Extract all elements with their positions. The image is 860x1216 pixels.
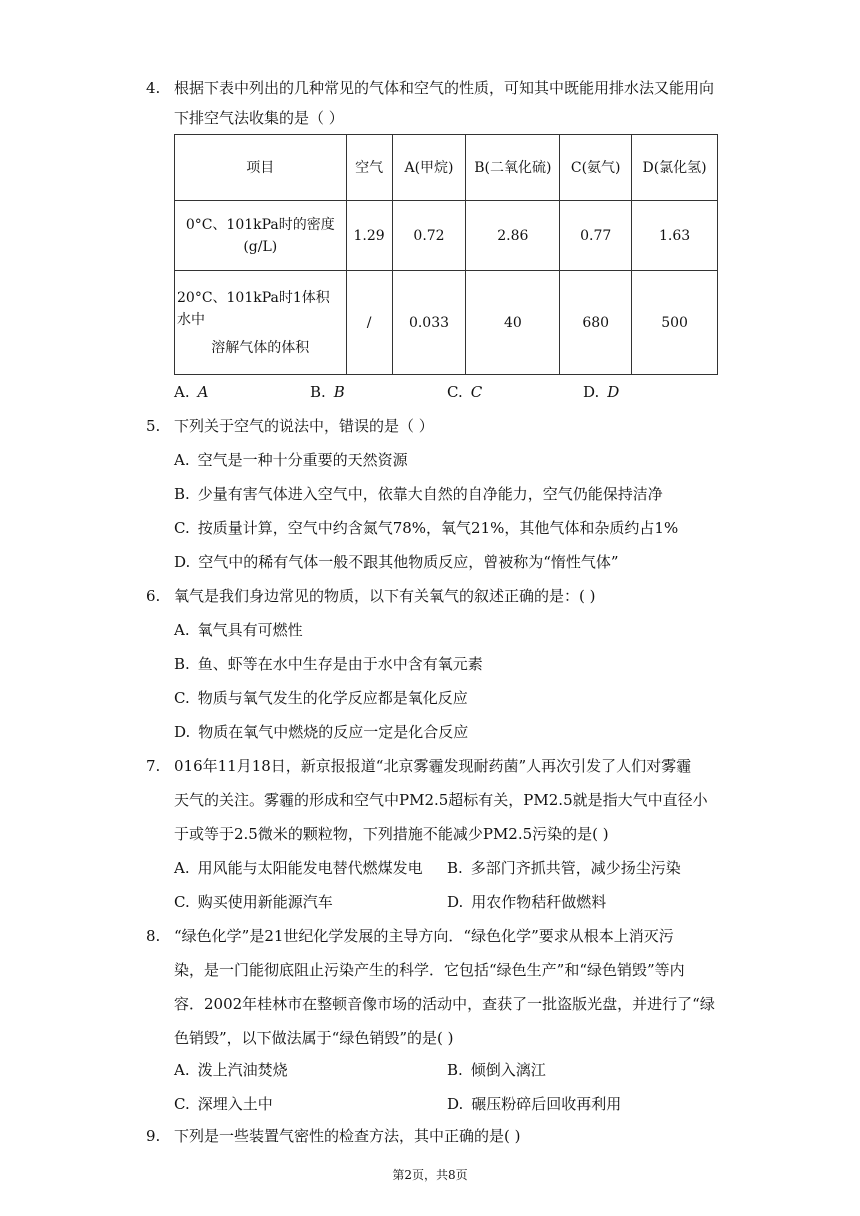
option-text: 物质在氧气中燃烧的反应一定是化合反应 bbox=[198, 723, 469, 741]
option-text: 深埋入土中 bbox=[197, 1095, 273, 1113]
option-text: 用风能与太阳能发电替代燃煤发电 bbox=[197, 859, 423, 877]
table-cell: 0.72 bbox=[392, 201, 466, 271]
q7-option-a[interactable] bbox=[174, 858, 423, 878]
q7-stem-line1: 016年11月18日，新京报报道“北京雾霾发现耐药菌”人再次引发了人们对雾霾 bbox=[174, 757, 692, 775]
option-text: A bbox=[197, 383, 209, 401]
table-cell: 40 bbox=[466, 271, 560, 375]
header-cell: 空气 bbox=[346, 135, 392, 201]
q6-stem: 氧气是我们身边常见的物质，以下有关氧气的叙述正确的是：( ) bbox=[174, 587, 596, 605]
question-number-7: 7. bbox=[146, 757, 161, 775]
header-cell: D(氯化氢) bbox=[632, 135, 718, 201]
option-label: D. bbox=[583, 383, 600, 401]
header-cell: C(氨气) bbox=[560, 135, 632, 201]
table-cell: 2.86 bbox=[466, 201, 560, 271]
header-cell: 项目 bbox=[175, 135, 347, 201]
option-text: C bbox=[470, 383, 483, 401]
q6-option-b[interactable] bbox=[174, 654, 483, 674]
table-cell: 0.033 bbox=[392, 271, 466, 375]
table-cell: 1.63 bbox=[632, 201, 718, 271]
gas-properties-table bbox=[174, 134, 718, 375]
question-number-5: 5. bbox=[146, 417, 161, 435]
option-text: D bbox=[607, 383, 620, 401]
option-label: A. bbox=[174, 383, 190, 401]
header-cell: A(甲烷) bbox=[392, 135, 466, 201]
option-label: B. bbox=[447, 859, 463, 877]
q4-option-b[interactable] bbox=[310, 382, 345, 402]
q4-option-a[interactable] bbox=[174, 382, 208, 402]
q8-stem-line1: “绿色化学”是21世纪化学发展的主导方向．“绿色化学”要求从根本上消灭污 bbox=[174, 927, 674, 945]
option-label: C. bbox=[174, 689, 190, 707]
option-text: 用农作物秸秆做燃料 bbox=[471, 893, 607, 911]
option-text: 倾倒入漓江 bbox=[470, 1061, 546, 1079]
option-label: A. bbox=[174, 1061, 190, 1079]
q4-stem-line1: 根据下表中列出的几种常见的气体和空气的性质，可知其中既能用排水法又能用向 bbox=[174, 79, 715, 97]
row-label-solubility bbox=[175, 271, 347, 375]
option-label: B. bbox=[447, 1061, 463, 1079]
question-number-9: 9. bbox=[146, 1127, 161, 1145]
option-text: 泼上汽油焚烧 bbox=[197, 1061, 288, 1079]
table-row-solubility bbox=[175, 271, 718, 375]
q6-option-c[interactable] bbox=[174, 688, 468, 708]
q8-stem-line4: 色销毁”，以下做法属于“绿色销毁”的是( ) bbox=[174, 1029, 454, 1047]
table-cell: 1.29 bbox=[346, 201, 392, 271]
option-text: 购买使用新能源汽车 bbox=[197, 893, 333, 911]
option-label: D. bbox=[447, 1095, 464, 1113]
option-label: A. bbox=[174, 859, 190, 877]
q5-stem: 下列关于空气的说法中，错误的是（ ） bbox=[174, 417, 434, 435]
q8-option-c[interactable] bbox=[174, 1094, 273, 1114]
table-cell: 0.77 bbox=[560, 201, 632, 271]
option-label: D. bbox=[447, 893, 464, 911]
option-label: A. bbox=[174, 451, 190, 469]
q4-stem-line2: 下排空气法收集的是（ ） bbox=[174, 109, 344, 127]
page-footer: 第2页，共8页 bbox=[392, 1168, 468, 1182]
question-number-8: 8. bbox=[146, 927, 161, 945]
q7-option-c[interactable] bbox=[174, 892, 333, 912]
option-label: D. bbox=[174, 553, 191, 571]
q5-option-a[interactable] bbox=[174, 450, 408, 470]
option-text: 氧气具有可燃性 bbox=[197, 621, 303, 639]
question-number-6: 6. bbox=[146, 587, 161, 605]
q8-option-d[interactable] bbox=[447, 1094, 621, 1114]
q7-option-b[interactable] bbox=[447, 858, 681, 878]
table-header-row bbox=[175, 135, 718, 201]
option-label: B. bbox=[174, 485, 190, 503]
option-label: C. bbox=[174, 519, 190, 537]
q8-stem-line3: 容．2002年桂林市在整顿音像市场的活动中，查获了一批盗版光盘，并进行了“绿 bbox=[174, 995, 715, 1013]
header-cell: B(二氧化硫) bbox=[466, 135, 560, 201]
row-label-solubility-b: 溶解气体的体积 bbox=[211, 339, 310, 356]
option-text: 物质与氧气发生的化学反应都是氧化反应 bbox=[197, 689, 468, 707]
table-cell: / bbox=[346, 271, 392, 375]
q7-option-d[interactable] bbox=[447, 892, 606, 912]
option-text: 少量有害气体进入空气中，依靠大自然的自净能力，空气仍能保持洁净 bbox=[197, 485, 663, 503]
q6-option-d[interactable] bbox=[174, 722, 468, 742]
table-cell: 680 bbox=[560, 271, 632, 375]
q5-option-c[interactable] bbox=[174, 518, 678, 538]
option-label: C. bbox=[447, 383, 463, 401]
option-label: C. bbox=[174, 893, 190, 911]
q6-option-a[interactable] bbox=[174, 620, 303, 640]
q5-option-d[interactable] bbox=[174, 552, 619, 572]
table-cell: 500 bbox=[632, 271, 718, 375]
option-text: 鱼、虾等在水中生存是由于水中含有氧元素 bbox=[197, 655, 483, 673]
option-text: 碾压粉碎后回收再利用 bbox=[471, 1095, 622, 1113]
table-row-density bbox=[175, 201, 718, 271]
q4-option-c[interactable] bbox=[447, 382, 482, 402]
option-label: B. bbox=[310, 383, 326, 401]
q8-stem-line2: 染，是一门能彻底阻止污染产生的科学．它包括“绿色生产”和“绿色销毁”等内 bbox=[174, 961, 685, 979]
option-text: 按质量计算，空气中约含氮气78%，氧气21%，其他气体和杂质约占1% bbox=[197, 519, 679, 537]
option-text: 空气中的稀有气体一般不跟其他物质反应，曾被称为“惰性气体” bbox=[198, 553, 619, 571]
row-label-solubility-a: 20°C、101kPa时1体积水中 bbox=[177, 289, 330, 328]
option-label: B. bbox=[174, 655, 190, 673]
option-text: 多部门齐抓共管，减少扬尘污染 bbox=[470, 859, 681, 877]
q7-stem-line2: 天气的关注。雾霾的形成和空气中PM2.5超标有关，PM2.5就是指大气中直径小 bbox=[174, 791, 708, 809]
option-label: D. bbox=[174, 723, 191, 741]
q8-option-b[interactable] bbox=[447, 1060, 546, 1080]
question-number-4: 4. bbox=[146, 79, 161, 97]
option-label: C. bbox=[174, 1095, 190, 1113]
q8-option-a[interactable] bbox=[174, 1060, 288, 1080]
q7-stem-line3: 于或等于2.5微米的颗粒物，下列措施不能减少PM2.5污染的是( ) bbox=[174, 825, 609, 843]
q9-stem: 下列是一些装置气密性的检查方法，其中正确的是( ) bbox=[174, 1127, 521, 1145]
row-label-density: 0°C、101kPa时的密度(g/L) bbox=[175, 201, 347, 271]
option-label: A. bbox=[174, 621, 190, 639]
q4-option-d[interactable] bbox=[583, 382, 619, 402]
option-text: B bbox=[333, 383, 345, 401]
option-text: 空气是一种十分重要的天然资源 bbox=[197, 451, 408, 469]
q5-option-b[interactable] bbox=[174, 484, 663, 504]
